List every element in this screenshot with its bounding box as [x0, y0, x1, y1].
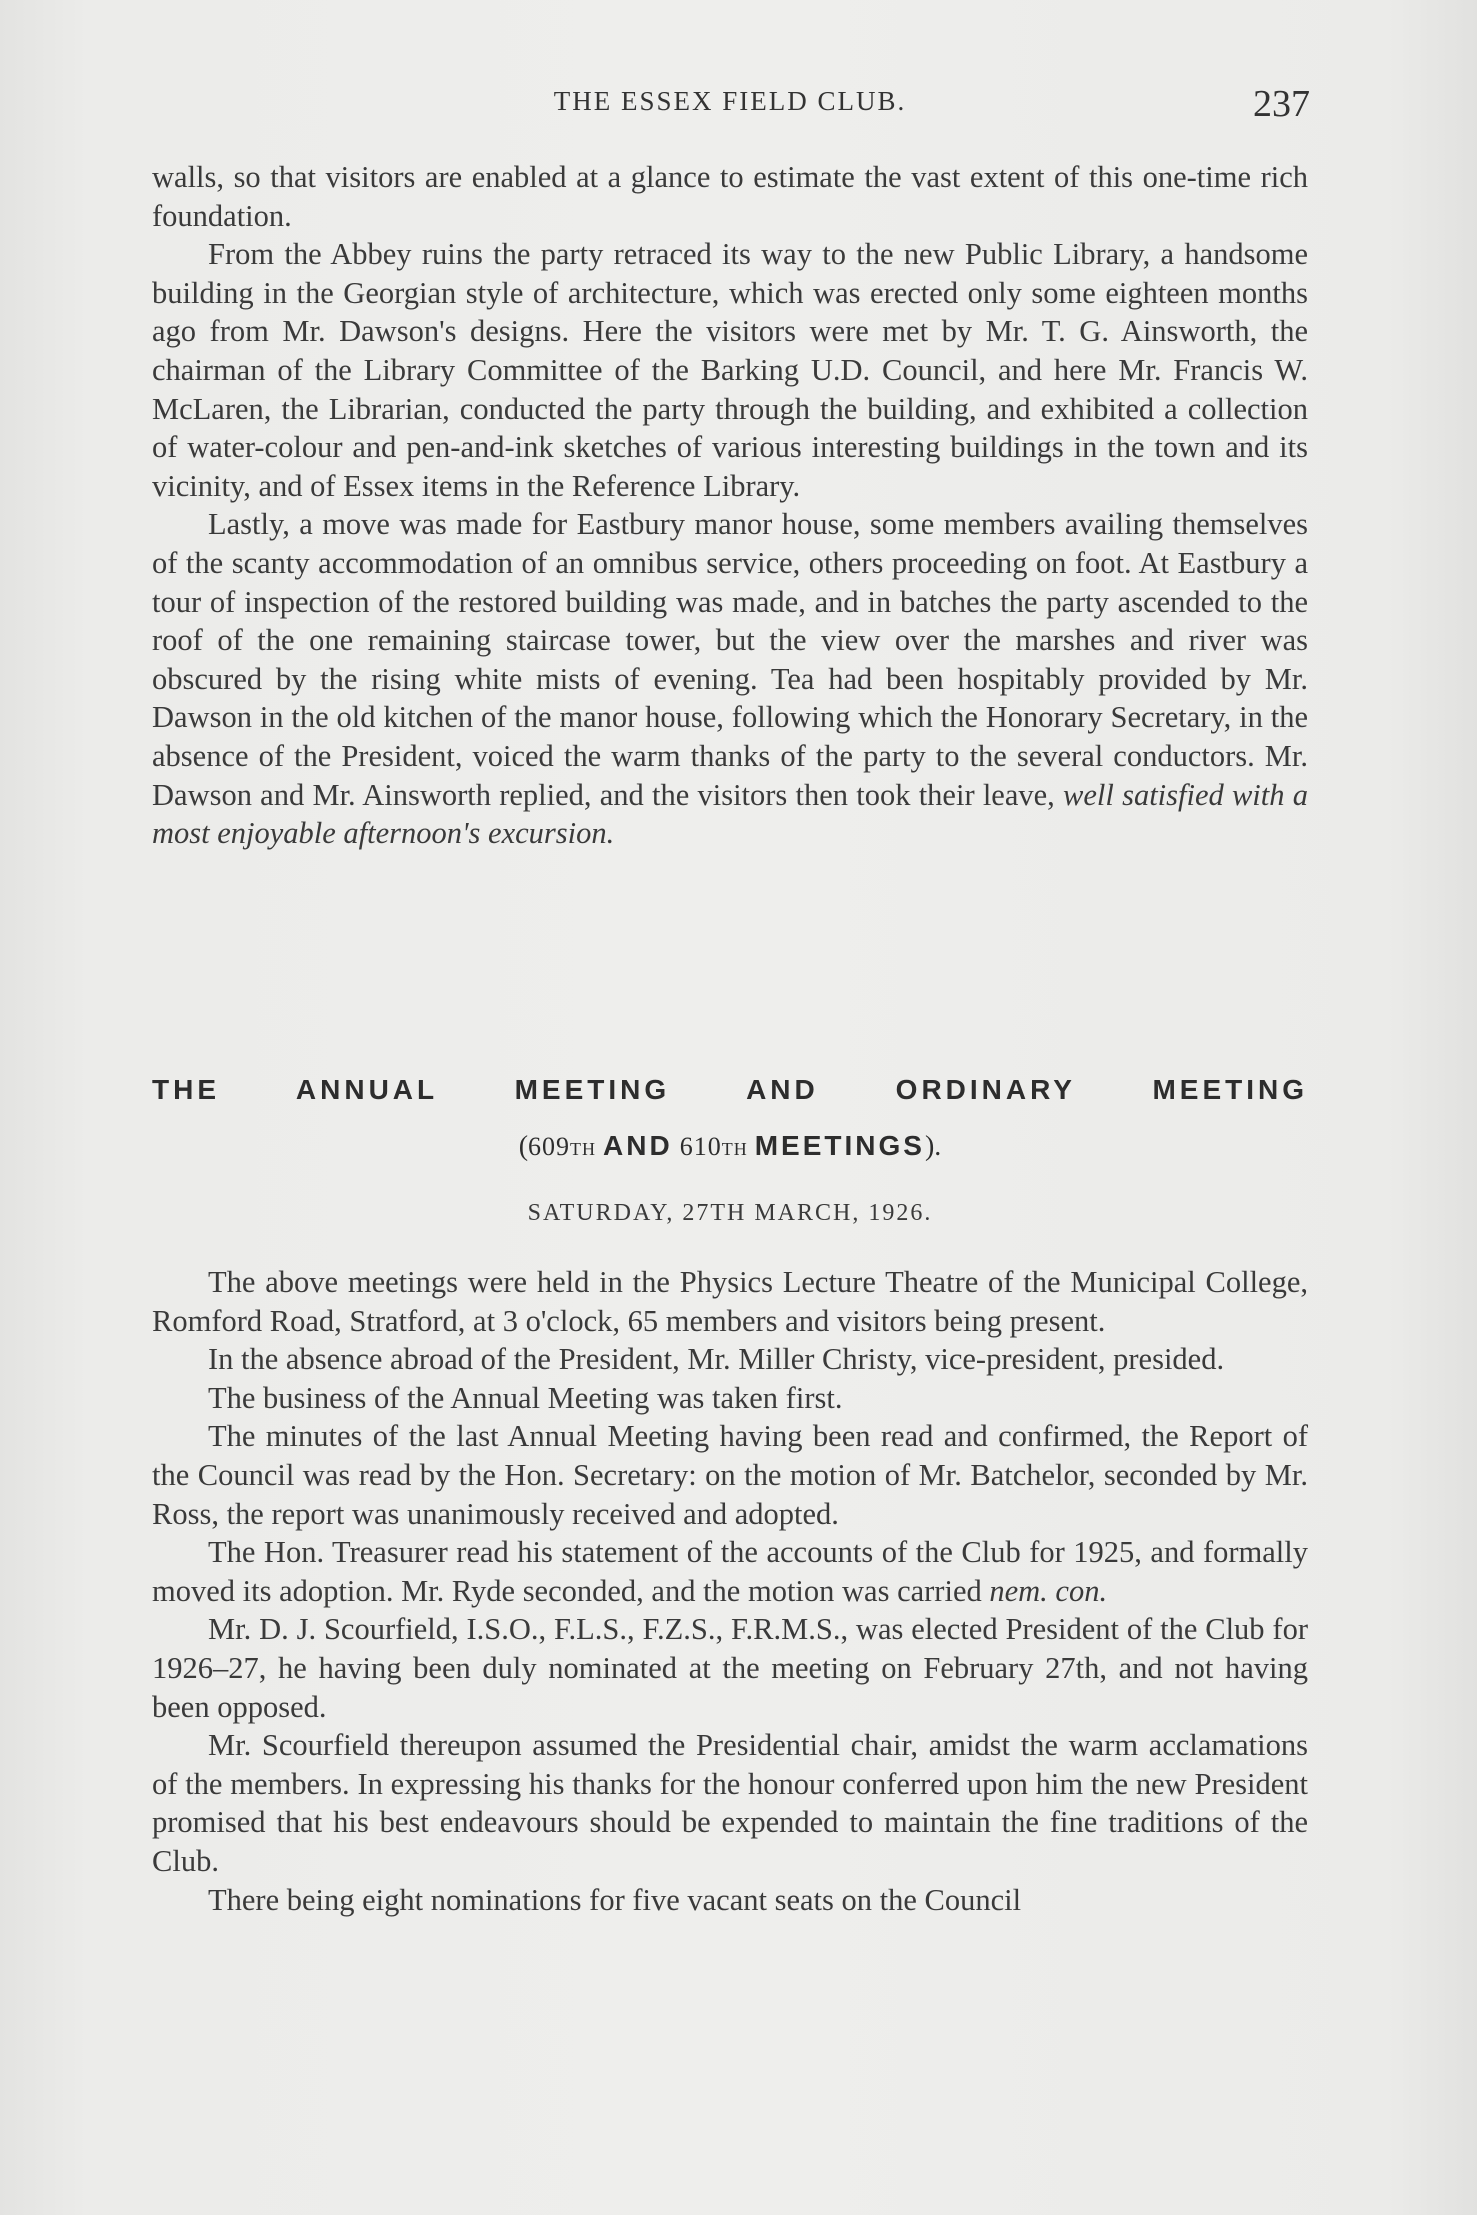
paragraph-president-speech: Mr. Scourfield thereupon assumed the Presidential chair, amidst the warm acclamations of the members. In expressing his thanks for the honour conferred upon him the new President promised that his best endeavours should be expended to maintain the fine traditions of the Club. — [152, 1728, 1308, 1878]
running-title: THE ESSEX FIELD CLUB. — [553, 86, 907, 116]
meeting-minutes-text — [152, 1263, 1308, 1919]
paragraph-business: The business of the Annual Meeting was taken first. — [208, 1380, 843, 1415]
section-subheading — [152, 1130, 1308, 1163]
paragraph-public-library: From the Abbey ruins the party retraced its way to the new Public Library, a handsome building in the Georgian style of architecture, which was erected only some eighteen months ago from Mr. Dawson's designs. Here the visitors were met by Mr. T. G. Ainsworth, the chairman of the Library Committee of the Barking U.D. Council, and here Mr. Francis W. McLaren, the Librarian, conducted the party through the building, and exhibited a collection of water-colour and pen-and-ink sketches of various interesting buildings in the town and its vicinity, and of Essex items in the Reference Library. — [152, 237, 1308, 503]
paragraph-chair: In the absence abroad of the President, Mr. Miller Christy, vice-president, presided. — [208, 1342, 1225, 1377]
subheading-and: AND — [603, 1130, 673, 1161]
paragraph-minutes: The minutes of the last Annual Meeting having been read and confirmed, the Report of the Council was read by the Hon. Secretary: on the motion of Mr. Batchelor, seconded by Mr. Ross, the report was unanimously received and adopted. — [152, 1419, 1308, 1531]
paragraph-eastbury-italic: well satisfied with a most enjoyable afternoon's excursion. — [152, 777, 1308, 851]
meeting-date: SATURDAY, 27TH MARCH, 1926. — [527, 1200, 933, 1226]
paragraph-venue: The above meetings were held in the Physics Lecture Theatre of the Municipal College, Romford Road, Stratford, at 3 o'clock, 65 members and visitors being present. — [152, 1265, 1308, 1338]
page-number: 237 — [1253, 83, 1310, 125]
paragraph-treasurer — [152, 1533, 1308, 1610]
paragraph-walls: walls, so that visitors are enabled at a glance to estimate the vast extent of this one-time rich foundation. — [152, 160, 1308, 233]
paragraph-treasurer-text: The Hon. Treasurer read his statement of the accounts of the Club for 1925, and formally moved its adoption. Mr. Ryde seconded, and the motion was carried — [152, 1535, 1308, 1608]
paragraph-treasurer-italic: nem. con. — [989, 1573, 1108, 1608]
running-head — [150, 82, 1310, 132]
excursion-text — [152, 158, 1308, 853]
subheading-close: ). — [924, 1131, 942, 1162]
subheading-number-1: 609th — [528, 1132, 597, 1161]
paragraph-president-elected: Mr. D. J. Scourfield, I.S.O., F.L.S., F.Z.S., F.R.M.S., was elected President of the Club for 1926–27, he having been duly nominated at the meeting on February 27th, and not having been opposed. — [152, 1612, 1308, 1724]
subheading-number-2: 610th — [679, 1132, 748, 1161]
paragraph-nominations: There being eight nominations for five vacant seats on the Council — [208, 1882, 1022, 1917]
subheading-meetings: MEETINGS — [754, 1130, 925, 1161]
paragraph-eastbury-text: Lastly, a move was made for Eastbury manor house, some members availing themselves of the scanty accommodation of an omnibus service, others proceeding on foot. At Eastbury a tour of inspection of the restored building was made, and in batches the party ascended to the roof of the one remaining staircase tower, but the view over the marshes and river was obscured by the rising white mists of evening. Tea had been hospitably provided by Mr. Dawson in the old kitchen of the manor house, following which the Honorary Secretary, in the absence of the President, voiced the warm thanks of the party to the several conductors. Mr. Dawson and Mr. Ainsworth replied, and the visitors then took their leave, — [152, 507, 1308, 812]
section-heading: THE ANNUAL MEETING AND ORDINARY MEETING — [152, 1074, 1308, 1105]
subheading-open: ( — [518, 1131, 529, 1162]
paragraph-eastbury — [152, 505, 1308, 852]
